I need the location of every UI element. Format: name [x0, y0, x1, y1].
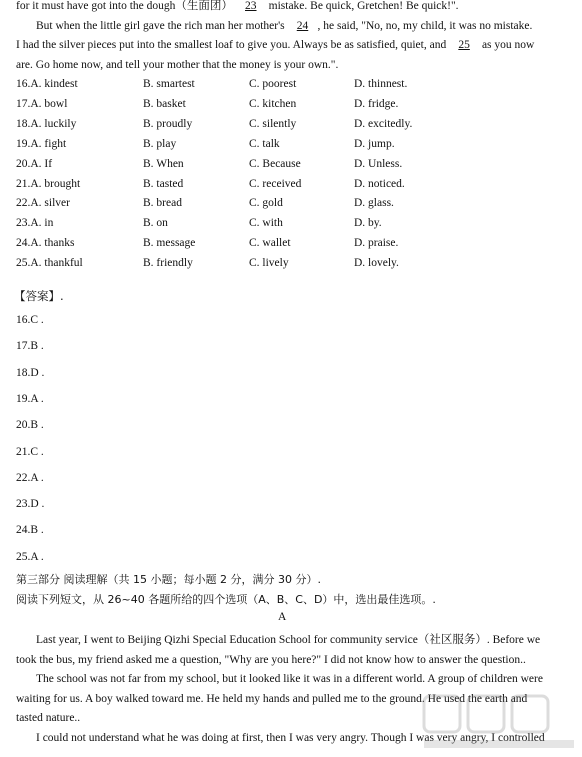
question-number: 22. — [16, 197, 31, 210]
option-text: A. thankful — [30, 257, 83, 270]
question-row — [16, 158, 568, 177]
text-segment: as you now — [481, 39, 535, 52]
option-c — [249, 237, 291, 249]
option-text: B. message — [143, 237, 196, 250]
option-text: A. fight — [30, 137, 67, 150]
text-segment: , he said, "No, no, my child, it was no mistake. — [317, 19, 533, 32]
option-text: A. in — [30, 217, 54, 230]
option-text: D. glass. — [354, 197, 394, 210]
question-number: 16. — [16, 78, 31, 90]
option-text: A. If — [30, 157, 53, 170]
option-text: B. on — [143, 217, 168, 230]
answer-item: 25.A . — [16, 550, 44, 563]
option-b — [143, 197, 182, 209]
option-b — [143, 78, 195, 90]
option-text: D. lovely. — [354, 257, 399, 270]
option-text: B. smartest — [143, 78, 195, 90]
option-text: C. received — [249, 177, 302, 190]
option-b — [143, 257, 193, 269]
option-c — [249, 98, 296, 110]
option-b — [143, 178, 183, 190]
question-number: 20. — [16, 157, 31, 170]
cloze-line-4: are. Go home now, and tell your mother that the money is your own.". — [16, 58, 339, 71]
option-d — [354, 78, 407, 90]
option-a — [16, 118, 76, 130]
option-a — [16, 98, 67, 110]
option-b — [143, 217, 168, 229]
option-b — [143, 118, 192, 130]
answer-item: 20.B . — [16, 419, 44, 432]
question-row — [16, 257, 568, 276]
answer-item: 21.C . — [16, 445, 44, 458]
option-d — [354, 118, 412, 130]
answer-item: 24.B . — [16, 524, 44, 537]
option-a — [16, 138, 66, 150]
option-text: D. by. — [354, 217, 382, 230]
option-text: B. basket — [143, 97, 186, 110]
section-instruction: 阅读下列短文，从 26~40 各题所给的四个选项（A、B、C、D）中，选出最佳选项。. — [16, 593, 436, 606]
option-text: A. brought — [30, 177, 81, 190]
passage-line: tasted nature.. — [16, 712, 81, 725]
option-text: C. wallet — [249, 237, 291, 250]
option-c — [249, 217, 283, 229]
answer-item: 16.C . — [16, 314, 44, 326]
option-d — [354, 178, 405, 190]
option-text: D. noticed. — [354, 177, 405, 190]
option-a — [16, 237, 74, 249]
option-text: A. thanks — [30, 237, 75, 250]
option-text: D. Unless. — [354, 157, 403, 170]
option-d — [354, 158, 402, 170]
text-segment: But when the little girl gave the rich man her mother's — [36, 19, 285, 32]
option-a — [16, 158, 52, 170]
option-text: A. kindest — [30, 78, 78, 90]
option-text: D. thinnest. — [354, 78, 408, 90]
option-b — [143, 237, 195, 249]
option-text: C. Because — [249, 157, 301, 170]
answer-heading: 【答案】. — [14, 289, 64, 303]
blank-23: 23 — [245, 0, 257, 12]
question-number: 24. — [16, 237, 31, 250]
option-text: C. gold — [249, 197, 283, 210]
passage-line: waiting for us. A boy walked toward me. He held my hands and pulled me to the ground. He used the earth and — [16, 692, 528, 705]
cloze-line-3 — [16, 36, 568, 56]
option-text: C. poorest — [249, 78, 297, 90]
option-text: D. fridge. — [354, 97, 399, 110]
option-text: B. play — [143, 137, 177, 150]
answer-item: 19.A . — [16, 392, 44, 405]
option-text: C. with — [249, 217, 283, 230]
option-c — [249, 257, 289, 269]
question-row — [16, 138, 568, 157]
option-text: D. praise. — [354, 237, 399, 250]
question-row — [16, 118, 568, 137]
option-c — [249, 158, 301, 170]
answer-item: 23.D . — [16, 498, 45, 511]
answer-item: 17.B . — [16, 340, 44, 353]
option-b — [143, 138, 176, 150]
option-a — [16, 78, 78, 90]
passage-line: The school was not far from my school, but it looked like it was in a different world. A group of children were — [36, 673, 543, 686]
option-c — [249, 78, 296, 90]
option-d — [354, 257, 399, 269]
question-row — [16, 237, 568, 256]
passage-line: Last year, I went to Beijing Qizhi Special Education School for community service（社区服务）. Before we — [36, 634, 541, 646]
option-a — [16, 257, 83, 269]
question-number: 21. — [16, 177, 31, 190]
option-text: D. excitedly. — [354, 117, 413, 130]
question-number: 23. — [16, 217, 31, 230]
option-d — [354, 217, 382, 229]
question-number: 25. — [16, 257, 31, 270]
option-text: C. silently — [249, 117, 297, 130]
passage-line: took the bus, my friend asked me a question, "Why are you here?" I did not know how to answer the question.. — [16, 653, 526, 666]
question-row — [16, 178, 568, 197]
answer-item: 22.A . — [16, 471, 44, 484]
option-c — [249, 138, 280, 150]
option-a — [16, 217, 53, 229]
option-text: A. silver — [30, 197, 70, 210]
option-text: C. talk — [249, 137, 280, 150]
answer-item: 18.D . — [16, 366, 45, 379]
option-text: D. jump. — [354, 137, 395, 150]
option-text: C. lively — [249, 257, 289, 270]
option-d — [354, 138, 395, 150]
question-number: 19. — [16, 137, 31, 150]
option-text: A. bowl — [30, 97, 68, 110]
question-row — [16, 98, 568, 117]
blank-25: 25 — [458, 39, 470, 52]
section-title: 第三部分 阅读理解（共 15 小题；每小题 2 分，满分 30 分）. — [16, 573, 321, 586]
text-segment: mistake. Be quick, Gretchen! Be quick!". — [268, 0, 459, 12]
option-text: B. bread — [143, 197, 182, 210]
option-b — [143, 98, 186, 110]
passage-line: I could not understand what he was doing at first, then I was very angry. Though I was very angry, I controlled — [36, 731, 545, 744]
option-text: B. tasted — [143, 177, 184, 190]
passage-letter: A — [278, 611, 287, 623]
option-d — [354, 237, 398, 249]
blank-24: 24 — [296, 19, 309, 32]
cloze-line-1 — [16, 0, 568, 17]
question-row — [16, 217, 568, 236]
question-number: 17. — [16, 97, 31, 110]
cloze-line-2 — [16, 17, 568, 37]
text-segment: I had the silver pieces put into the smallest loaf to give you. Always be as satisfied, quiet, and — [16, 39, 447, 52]
option-c — [249, 197, 283, 209]
question-row — [16, 197, 568, 216]
text-segment: for it must have got into the dough（生面团） — [16, 0, 233, 12]
option-d — [354, 98, 398, 110]
option-text: A. luckily — [30, 117, 77, 130]
option-a — [16, 178, 80, 190]
option-text: C. kitchen — [249, 97, 297, 110]
option-text: B. When — [143, 157, 184, 170]
question-number: 18. — [16, 117, 31, 130]
cloze-passage — [16, 0, 568, 75]
option-text: B. proudly — [143, 117, 193, 130]
question-row — [16, 78, 568, 97]
option-c — [249, 118, 296, 130]
option-a — [16, 197, 70, 209]
watermark-logo — [420, 690, 580, 754]
option-b — [143, 158, 184, 170]
option-text: B. friendly — [143, 257, 193, 270]
option-d — [354, 197, 394, 209]
option-c — [249, 178, 301, 190]
